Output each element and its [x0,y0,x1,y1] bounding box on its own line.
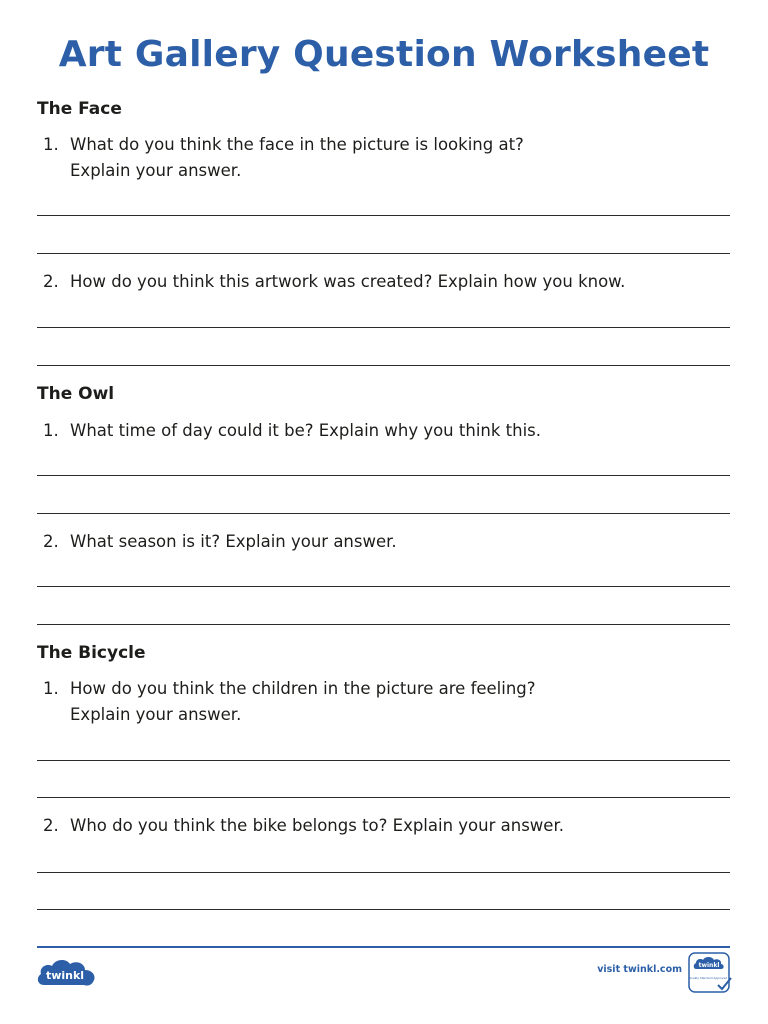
question-text-continued: Explain your answer. [70,705,242,724]
answer-line[interactable] [37,215,730,216]
answer-line[interactable] [37,586,730,587]
answer-line[interactable] [37,513,730,514]
answer-line[interactable] [37,327,730,328]
question-number: 1. [43,421,59,440]
section-heading-owl: The Owl [37,384,115,404]
answer-line[interactable] [37,872,730,873]
question-text: What time of day could it be? Explain why you think this. [70,421,542,440]
visit-link[interactable]: visit twinkl.com [597,964,682,975]
badge-caption: Quality Standard Approved [689,976,727,980]
question-bicycle-1 [43,676,723,728]
answer-line[interactable] [37,253,730,254]
question-face-1 [43,132,723,184]
answer-line[interactable] [37,365,730,366]
twinkl-logo[interactable] [36,955,98,989]
question-number: 1. [43,679,59,698]
answer-line[interactable] [37,624,730,625]
answer-line[interactable] [37,797,730,798]
question-text: What season is it? Explain your answer. [70,532,397,551]
question-text: Who do you think the bike belongs to? Explain your answer. [70,816,564,835]
quality-badge [688,952,734,994]
question-owl-1 [43,418,723,444]
answer-line[interactable] [37,909,730,910]
page-title: Art Gallery Question Worksheet [58,34,710,75]
question-number: 2. [43,272,59,291]
question-text: How do you think the children in the picture are feeling? [70,679,536,698]
question-number: 2. [43,532,59,551]
question-owl-2 [43,529,723,555]
answer-line[interactable] [37,760,730,761]
footer-divider [37,946,730,948]
section-heading-face: The Face [37,99,122,119]
question-text: How do you think this artwork was created? Explain how you know. [70,272,626,291]
answer-line[interactable] [37,475,730,476]
question-face-2 [43,269,723,295]
logo-text: twinkl [45,969,85,982]
question-text-continued: Explain your answer. [70,161,242,180]
question-bicycle-2 [43,813,723,839]
question-number: 1. [43,135,59,154]
question-text: What do you think the face in the picture is looking at? [70,135,524,154]
question-number: 2. [43,816,59,835]
badge-logo-text: twinkl [698,962,720,969]
section-heading-bicycle: The Bicycle [37,643,146,663]
